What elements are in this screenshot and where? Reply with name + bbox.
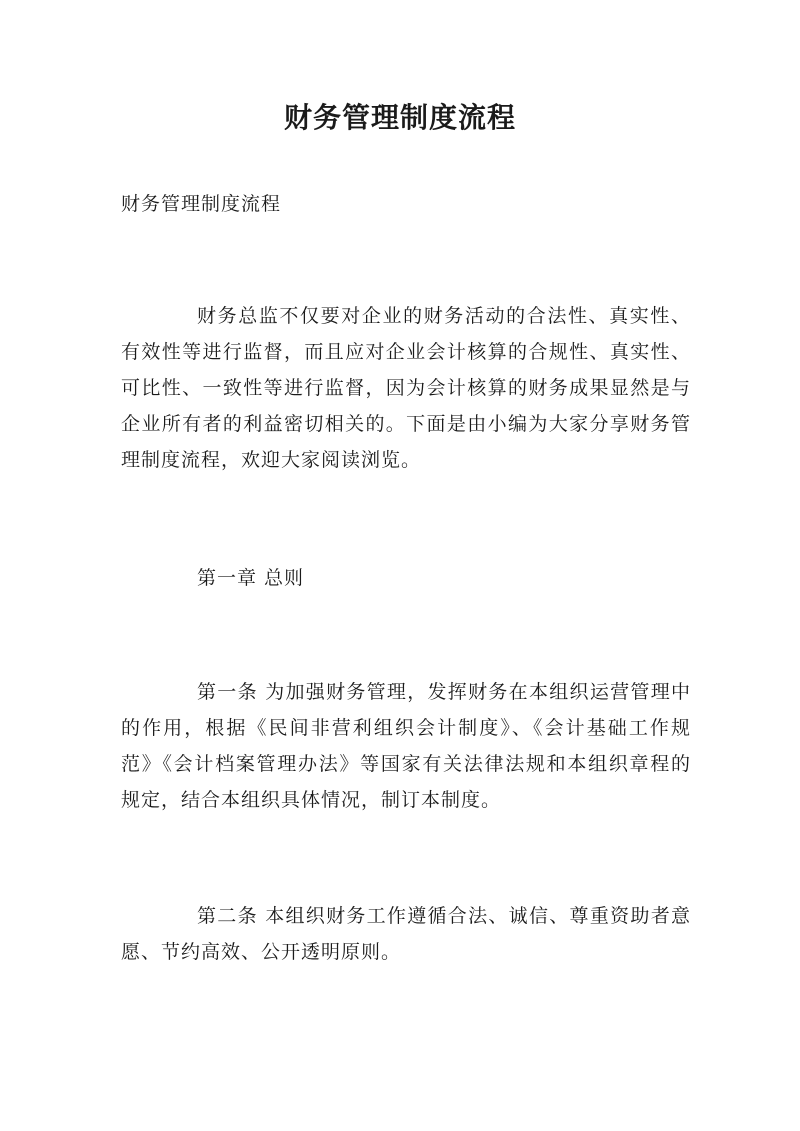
- article-2-paragraph: 第二条 本组织财务工作遵循合法、诚信、尊重资助者意愿、节约高效、公开透明原则。: [121, 905, 691, 963]
- article-1-paragraph: 第一条 为加强财务管理，发挥财务在本组织运营管理中的作用，根据《民间非营利组织会计制度》、《会计基础工作规范》《会计档案管理办法》等国家有关法律法规和本组织章程的规定，结合本组织具体情况，制订本制度。: [121, 681, 691, 811]
- document-title: 财务管理制度流程: [283, 101, 516, 134]
- chapter-heading: 第一章 总则: [197, 567, 305, 589]
- intro-paragraph: 财务总监不仅要对企业的财务活动的合法性、真实性、有效性等进行监督，而且应对企业会计核算的合规性、真实性、可比性、一致性等进行监督，因为会计核算的财务成果显然是与企业所有者的利益密切相关的。下面是由小编为大家分享财务管理制度流程，欢迎大家阅读浏览。: [121, 305, 691, 471]
- document-subtitle: 财务管理制度流程: [121, 193, 282, 215]
